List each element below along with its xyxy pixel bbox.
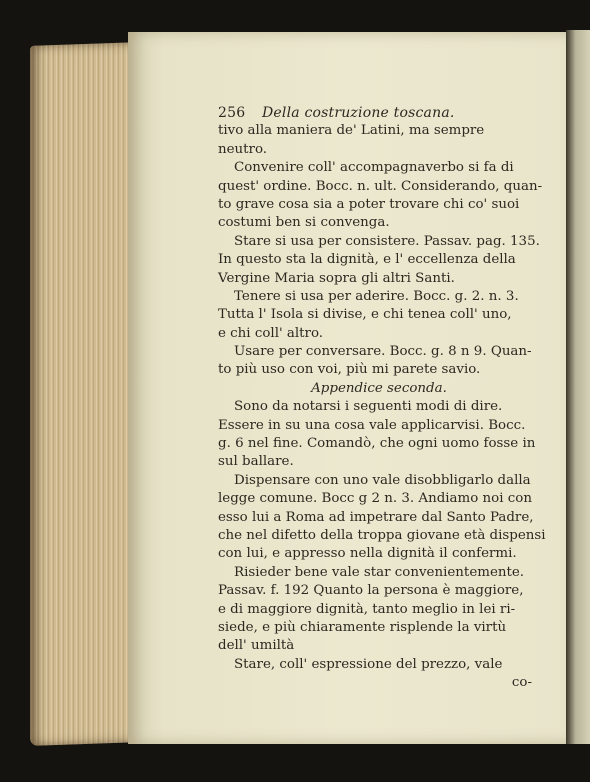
text-line: Dispensare con uno vale disobbligarlo dalla [234, 472, 531, 488]
text-line: e di maggiore dignità, tanto meglio in lei ri- [218, 601, 516, 617]
running-title: Della costruzione toscana. [261, 105, 455, 121]
text-line: Convenire coll' accompagnaverbo si fa di [234, 160, 514, 176]
text-line: Tutta l' Isola si divise, e chi tenea coll' uno, [218, 307, 512, 323]
text-line: Essere in su una cosa vale applicarvisi. Bocc. [218, 417, 526, 433]
text-line: con lui, e appresso nella dignità il confermi. [218, 546, 517, 562]
text-line: Usare per conversare. Bocc. g. 8 n 9. Quan- [234, 344, 532, 360]
text-line: che nel difetto della troppa giovane età dispensi [218, 527, 546, 543]
body-lines [218, 122, 546, 674]
right-page-edge [566, 30, 590, 744]
text-line: Stare si usa per consistere. Passav. pag. 135. [234, 233, 540, 249]
text-line: In questo sta la dignità, e l' eccellenza della [218, 252, 516, 268]
text-line: sul ballare. [218, 454, 294, 470]
text-line: esso lui a Roma ad impetrare dal Santo Padre, [218, 509, 534, 525]
text-line: siede, e più chiaramente risplende la virtù [218, 619, 507, 635]
page-text [218, 104, 546, 693]
text-line: neutro. [218, 141, 268, 157]
catchword: co- [511, 675, 532, 691]
text-line: quest' ordine. Bocc. n. ult. Considerando, quan- [218, 178, 543, 194]
page-number: 256 [218, 105, 246, 121]
text-line: Risieder bene vale star convenientemente. [234, 564, 525, 580]
text-line: e chi coll' altro. [218, 325, 324, 341]
page-block-edges [30, 42, 140, 746]
text-line: Vergine Maria sopra gli altri Santi. [218, 270, 455, 286]
text-line: Sono da notarsi i seguenti modi di dire. [234, 399, 503, 415]
text-line: g. 6 nel fine. Comandò, che ogni uomo fosse in [218, 436, 536, 452]
text-line: tivo alla maniera de' Latini, ma sempre [218, 123, 485, 139]
text-line: to grave cosa sia a poter trovare chi co' suoi [218, 196, 520, 212]
text-line: costumi ben si convenga. [218, 215, 390, 231]
text-line: to più uso con voi, più mi parete savio. [218, 362, 481, 378]
running-header [218, 104, 540, 122]
text-line: Tenere si usa per aderire. Bocc. g. 2. n. 3. [234, 288, 519, 304]
text-line: Stare, coll' espressione del prezzo, vale [234, 656, 503, 672]
section-heading: Appendice seconda. [311, 380, 447, 396]
text-line: dell' umiltà [218, 638, 295, 654]
text-line: legge comune. Bocc g 2 n. 3. Andiamo noi con [218, 491, 532, 507]
text-line: Passav. f. 192 Quanto la persona è maggiore, [218, 583, 524, 599]
